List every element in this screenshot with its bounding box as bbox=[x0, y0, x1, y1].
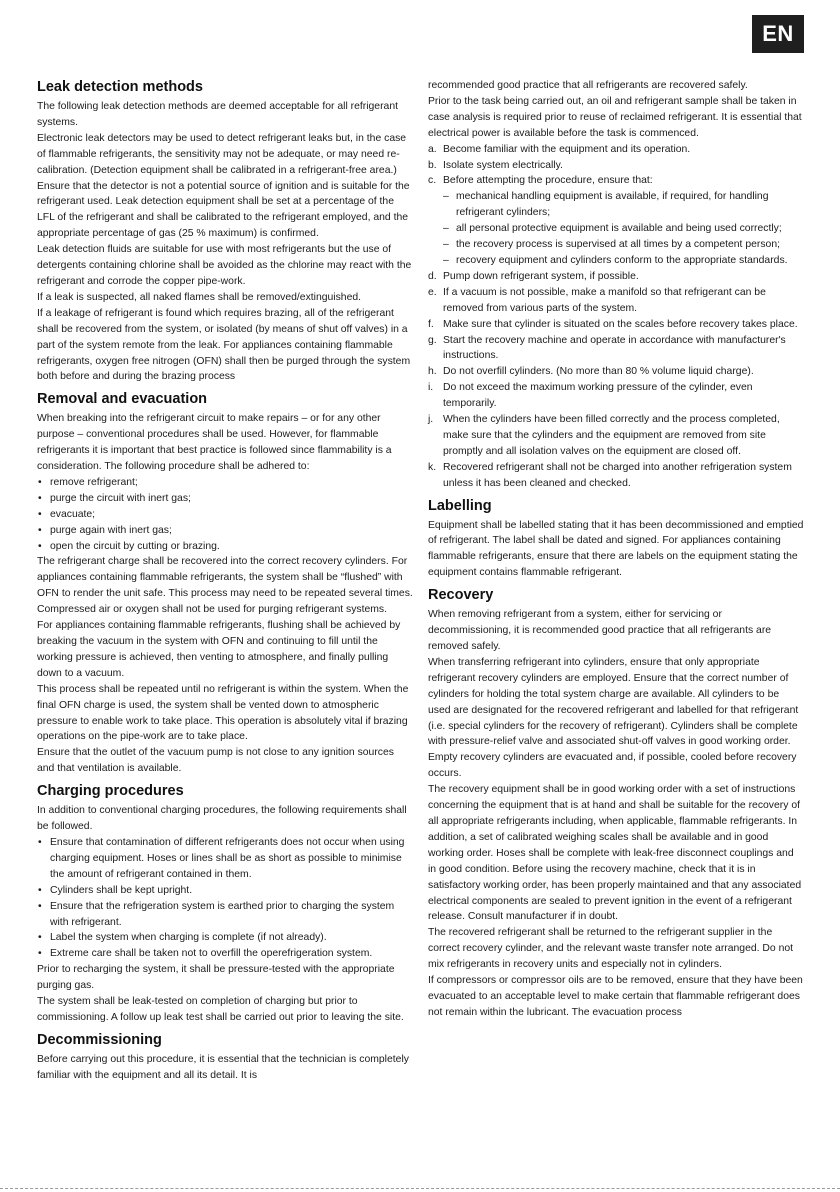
paragraph: Prior to recharging the system, it shall be pressure-tested with the appropriate purging gas. bbox=[37, 964, 395, 992]
step-text: Make sure that cylinder is situated on the scales before recovery takes place. bbox=[443, 318, 798, 330]
list-item: • Ensure that the refrigeration system is earthed prior to charging the system with refrigerant. bbox=[37, 899, 413, 931]
left-column bbox=[37, 78, 413, 1084]
step-text: Become familiar with the equipment and its operation. bbox=[443, 143, 691, 155]
step-item bbox=[428, 460, 804, 492]
list-item: • remove refrigerant; bbox=[37, 475, 413, 491]
paragraph: The refrigerant charge shall be recovered into the correct recovery cylinders. For appliances containing flammable refrigerants, the system shall be “flushed” with OFN to render the unit safe. This process may need to be repeated several times. Compressed air or oxygen shall not be used for purging refrigerant systems. bbox=[37, 556, 413, 616]
sub-item: – all personal protective equipment is available and being used correctly; bbox=[428, 221, 804, 237]
list-item: • purge again with inert gas; bbox=[37, 523, 413, 539]
paragraph: Equipment shall be labelled stating that it has been decommissioned and emptied of refrigerant. The label shall be dated and signed. For appliances containing flammable refrigerants, ensure that there are labels on the equipment stating the equipment contains flammable refrigerant. bbox=[428, 519, 804, 579]
list-item: • purge the circuit with inert gas; bbox=[37, 491, 413, 507]
step-marker: b. bbox=[428, 159, 437, 171]
heading-removal-evacuation: Removal and evacuation bbox=[37, 391, 208, 408]
list-item: • Ensure that contamination of different refrigerants does not occur when using charging equipment. Hoses or lines shall be as short as possible to minimise the amount of refrigerant contained in them. bbox=[37, 835, 413, 883]
paragraph: If a leak is suspected, all naked flames shall be removed/extinguished. bbox=[37, 291, 362, 303]
step-item bbox=[428, 380, 804, 412]
heading-labelling: Labelling bbox=[428, 497, 492, 514]
step-item bbox=[428, 333, 804, 365]
list-item: • Cylinders shall be kept upright. bbox=[37, 883, 413, 899]
step-marker: h. bbox=[428, 366, 437, 378]
step-item bbox=[428, 317, 804, 333]
step-item bbox=[428, 142, 804, 158]
paragraph: When breaking into the refrigerant circuit to make repairs – or for any other purpose – conventional procedures shall be used. However, for flammable refrigerants it is important that best practice is followed since flammability is a consideration. The following procedure shall be adhered to: bbox=[37, 413, 392, 473]
decommission-steps bbox=[428, 142, 804, 190]
sub-item: – recovery equipment and cylinders conform to the appropriate standards. bbox=[428, 253, 804, 269]
paragraph: In addition to conventional charging procedures, the following requirements shall be followed. bbox=[37, 805, 407, 833]
decommission-steps-continued bbox=[428, 269, 804, 492]
page-bottom-rule bbox=[0, 1188, 840, 1189]
paragraph: For appliances containing flammable refrigerants, flushing shall be achieved by breaking the vacuum in the system with OFN and continuing to fill until the working pressure is achieved, then venting to atmosphere, and finally pulling down to a vacuum. bbox=[37, 620, 401, 679]
paragraph: recommended good practice that all refrigerants are recovered safely. bbox=[428, 80, 748, 91]
step-text: When the cylinders have been filled correctly and the process completed, make sure that the cylinders and the equipment are removed from site promptly and all isolation valves on the equipment are closed off. bbox=[443, 414, 780, 457]
step-text: Recovered refrigerant shall not be charged into another refrigeration system unless it has been cleaned and checked. bbox=[443, 461, 792, 489]
list-item: • evacuate; bbox=[37, 507, 413, 523]
step-item bbox=[428, 173, 804, 189]
step-marker: c. bbox=[428, 175, 437, 187]
list-item: • Label the system when charging is complete (if not already). bbox=[37, 930, 413, 946]
paragraph: Ensure that the outlet of the vacuum pump is not close to any ignition sources and that ventilation is available. bbox=[37, 747, 394, 775]
heading-decommissioning: Decommissioning bbox=[37, 1031, 162, 1048]
step-item bbox=[428, 269, 804, 285]
paragraph: Prior to the task being carried out, an oil and refrigerant sample shall be taken in case analysis is required prior to reuse of reclaimed refrigerant. It is essential that electrical power is available before the task is commenced. bbox=[428, 95, 802, 139]
list-item: • Extreme care shall be taken not to overfill the operefrigeration system. bbox=[37, 946, 413, 962]
step-item bbox=[428, 285, 804, 317]
heading-recovery: Recovery bbox=[428, 587, 494, 604]
step-text: Isolate system electrically. bbox=[443, 159, 563, 171]
step-marker: f. bbox=[428, 318, 434, 330]
ensure-sub-list bbox=[428, 189, 804, 269]
paragraph: Electronic leak detectors may be used to detect refrigerant leaks but, in the case of flammable refrigerants, the sensitivity may not be adequate, or may need re-calibration. (Detection equipment shall be calibrated in a refrigerant-free area.) Ensure that the detector is not a potential source of ignition and is suitable for the refrigerant used. Leak detection equipment shall be set at a percentage of the LFL of the refrigerant and shall be calibrated to the refrigerant employed, and the appropriate percentage of gas (25 % maximum) is confirmed. bbox=[37, 132, 410, 240]
paragraph: When removing refrigerant from a system, either for servicing or decommissioning, it is recommended good practice that all refrigerants are removed safely. bbox=[428, 609, 772, 652]
list-item: • open the circuit by cutting or brazing. bbox=[37, 539, 413, 555]
step-text: Do not overfill cylinders. (No more than 80 % volume liquid charge). bbox=[443, 366, 754, 378]
language-badge: EN bbox=[752, 15, 804, 53]
paragraph: The system shall be leak-tested on completion of charging but prior to commissioning. A follow up leak test shall be carried out prior to leaving the site. bbox=[37, 996, 404, 1023]
step-marker: a. bbox=[428, 143, 437, 155]
paragraph: When transferring refrigerant into cylinders, ensure that only appropriate refrigerant recovery cylinders are employed. Ensure that the correct number of cylinders for holding the total system charge are available. All cylinders to be used are designated for the recovered refrigerant and labelled for that refrigerant (i.e. special cylinders for the recovery of refrigerant). Cylinders shall be complete with pressure-relief valve and associated shut-off valves in good working order. Empty recovery cylinders are evacuated and, if possible, cooled before recovery occurs. bbox=[428, 656, 799, 780]
heading-charging-procedures: Charging procedures bbox=[37, 783, 184, 800]
step-marker: d. bbox=[428, 270, 437, 282]
paragraph: Leak detection fluids are suitable for use with most refrigerants but the use of detergents containing chlorine shall be avoided as the chlorine may react with the refrigerant and corrode the copper pipe-work. bbox=[37, 244, 412, 287]
right-column bbox=[428, 78, 804, 1021]
removal-bullet-list bbox=[37, 475, 413, 555]
step-marker: k. bbox=[428, 461, 437, 473]
step-marker: g. bbox=[428, 334, 437, 346]
heading-leak-detection: Leak detection methods bbox=[37, 79, 203, 95]
step-marker: j. bbox=[428, 414, 434, 426]
paragraph: If compressors or compressor oils are to be removed, ensure that they have been evacuated to an acceptable level to make certain that flammable refrigerant does not remain within the lubricant. The evacuation process bbox=[428, 975, 803, 1018]
step-item bbox=[428, 158, 804, 174]
step-text: Before attempting the procedure, ensure that: bbox=[443, 175, 653, 187]
step-item bbox=[428, 412, 804, 460]
step-marker: e. bbox=[428, 286, 437, 298]
paragraph: The following leak detection methods are deemed acceptable for all refrigerant systems. bbox=[37, 101, 398, 128]
step-text: Do not exceed the maximum working pressure of the cylinder, even temporarily. bbox=[443, 382, 753, 410]
paragraph: The recovery equipment shall be in good working order with a set of instructions concerning the equipment that is at hand and shall be suitable for the recovery of all appropriate refrigerants including, when applicable, flammable refrigerants. In addition, a set of calibrated weighing scales shall be available and in good working order. Hoses shall be complete with leak-free disconnect couplings and in good condition. Before using the recovery machine, check that it is in satisfactory working order, has been properly maintained and that any associated electrical components are sealed to prevent ignition in the event of a refrigerant release. Consult manufacturer if in doubt. bbox=[428, 784, 802, 923]
step-text: Start the recovery machine and operate in accordance with manufacturer's instructions. bbox=[443, 334, 786, 362]
charging-bullet-list bbox=[37, 835, 413, 962]
paragraph: Before carrying out this procedure, it is essential that the technician is completely familiar with the equipment and all its detail. It is bbox=[37, 1053, 409, 1081]
sub-item: – mechanical handling equipment is available, if required, for handling refrigerant cylinders; bbox=[428, 189, 804, 221]
paragraph: The recovered refrigerant shall be returned to the refrigerant supplier in the correct recovery cylinder, and the relevant waste transfer note arranged. Do not mix refrigerants in recovery units and especially not in cylinders. bbox=[428, 927, 794, 971]
step-item bbox=[428, 364, 804, 380]
step-marker: i. bbox=[428, 382, 434, 394]
paragraph: This process shall be repeated until no refrigerant is within the system. When the final OFN charge is used, the system shall be vented down to atmospheric pressure to enable work to take place. This operation is absolutely vital if brazing operations on the pipe-work are to take place. bbox=[37, 683, 409, 743]
step-text: Pump down refrigerant system, if possible. bbox=[443, 270, 639, 282]
step-text: If a vacuum is not possible, make a manifold so that refrigerant can be removed from various parts of the system. bbox=[443, 286, 766, 314]
paragraph: If a leakage of refrigerant is found which requires brazing, all of the refrigerant shall be recovered from the system, or isolated (by means of shut off valves) in a part of the system remote from the leak. For appliances containing flammable refrigerants, oxygen free nitrogen (OFN) shall then be purged through the system both before and during the brazing process bbox=[37, 307, 411, 383]
sub-item: – the recovery process is supervised at all times by a competent person; bbox=[428, 237, 804, 253]
